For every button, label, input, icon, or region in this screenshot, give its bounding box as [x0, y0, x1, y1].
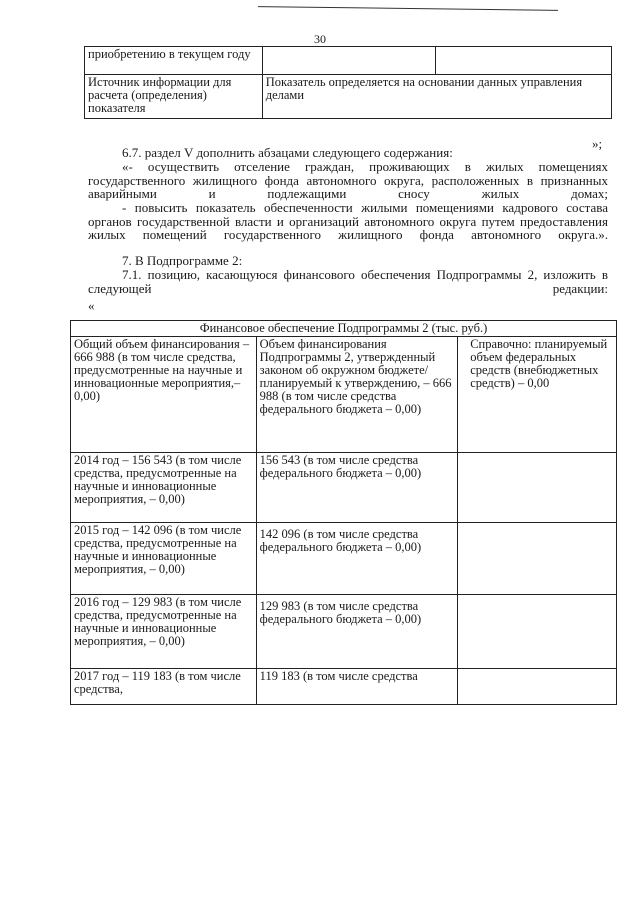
table-cell: 2016 год – 129 983 (в том числе средства, предусмотренные на научные и инновационные мероприятия, – 0,00)	[71, 595, 257, 669]
table-title: Финансовое обеспечение Подпрограммы 2 (тыс. руб.)	[71, 321, 617, 337]
table-cell: 2014 год – 156 543 (в том числе средства, предусмотренные на научные и инновационные мероприятия, – 0,00)	[71, 453, 257, 523]
table-cell	[436, 47, 612, 75]
table-cell: 142 096 (в том числе средства федерального бюджета – 0,00)	[256, 523, 458, 595]
closing-quote: »;	[592, 136, 603, 151]
table-row	[71, 669, 617, 705]
table-cell	[458, 595, 617, 669]
table-cell: 2017 год – 119 183 (в том числе средства,	[71, 669, 257, 705]
header-cell: Объем финансирования Подпрограммы 2, утвержденный законом об окружном бюджете/ планируемый к утверждению, – 666 988 (в том числе средства федерального бюджета – 0,00)	[256, 337, 458, 453]
top-rule	[258, 6, 558, 11]
paragraph: - повысить показатель обеспеченности жилыми помещениями кадрового состава органов государственной власти и организаций автономного округа путем предоставления жилых помещений государственного жилищного фонда автономного округа.».	[88, 200, 608, 242]
open-quote: «	[88, 298, 95, 313]
table-row	[71, 321, 617, 337]
page-number: 30	[314, 32, 326, 46]
header-cell: Справочно: планируемый объем федеральных средств (внебюджетных средств) – 0,00	[458, 337, 617, 453]
paragraph: 7.1. позицию, касающуюся финансового обеспечения Подпрограммы 2, изложить в следующей редакции:	[88, 267, 608, 296]
section-heading: 7. В Подпрограмме 2:	[122, 253, 243, 268]
table-row	[71, 595, 617, 669]
table-cell	[262, 47, 436, 75]
paragraph: «- осуществить отселение граждан, проживающих в жилых помещениях государственного жилищного фонда автономного округа, расположенных в признанных аварийными и подлежащими сносу жилых домах;	[88, 159, 608, 201]
table-cell: 2015 год – 142 096 (в том числе средства, предусмотренные на научные и инновационные мероприятия, – 0,00)	[71, 523, 257, 595]
header-cell: Общий объем финансирования – 666 988 (в том числе средства, предусмотренные на научные и инновационные мероприятия,– 0,00)	[71, 337, 257, 453]
financing-table	[70, 320, 617, 705]
table-cell	[458, 523, 617, 595]
table-header-row	[71, 337, 617, 453]
table-cell	[458, 669, 617, 705]
table-row	[85, 75, 612, 119]
indicator-table	[84, 46, 612, 119]
table-cell: 129 983 (в том числе средства федерального бюджета – 0,00)	[256, 595, 458, 669]
table-cell: 119 183 (в том числе средства	[256, 669, 458, 705]
table-cell: Источник информации для расчета (определения) показателя	[85, 75, 263, 119]
table-row	[71, 523, 617, 595]
table-row	[71, 453, 617, 523]
table-row	[85, 47, 612, 75]
table-cell	[458, 453, 617, 523]
table-cell: приобретению в текущем году	[85, 47, 263, 75]
section-heading: 6.7. раздел V дополнить абзацами следующего содержания:	[122, 145, 453, 160]
table-cell: 156 543 (в том числе средства федерального бюджета – 0,00)	[256, 453, 458, 523]
table-cell: Показатель определяется на основании данных управления делами	[262, 75, 611, 119]
